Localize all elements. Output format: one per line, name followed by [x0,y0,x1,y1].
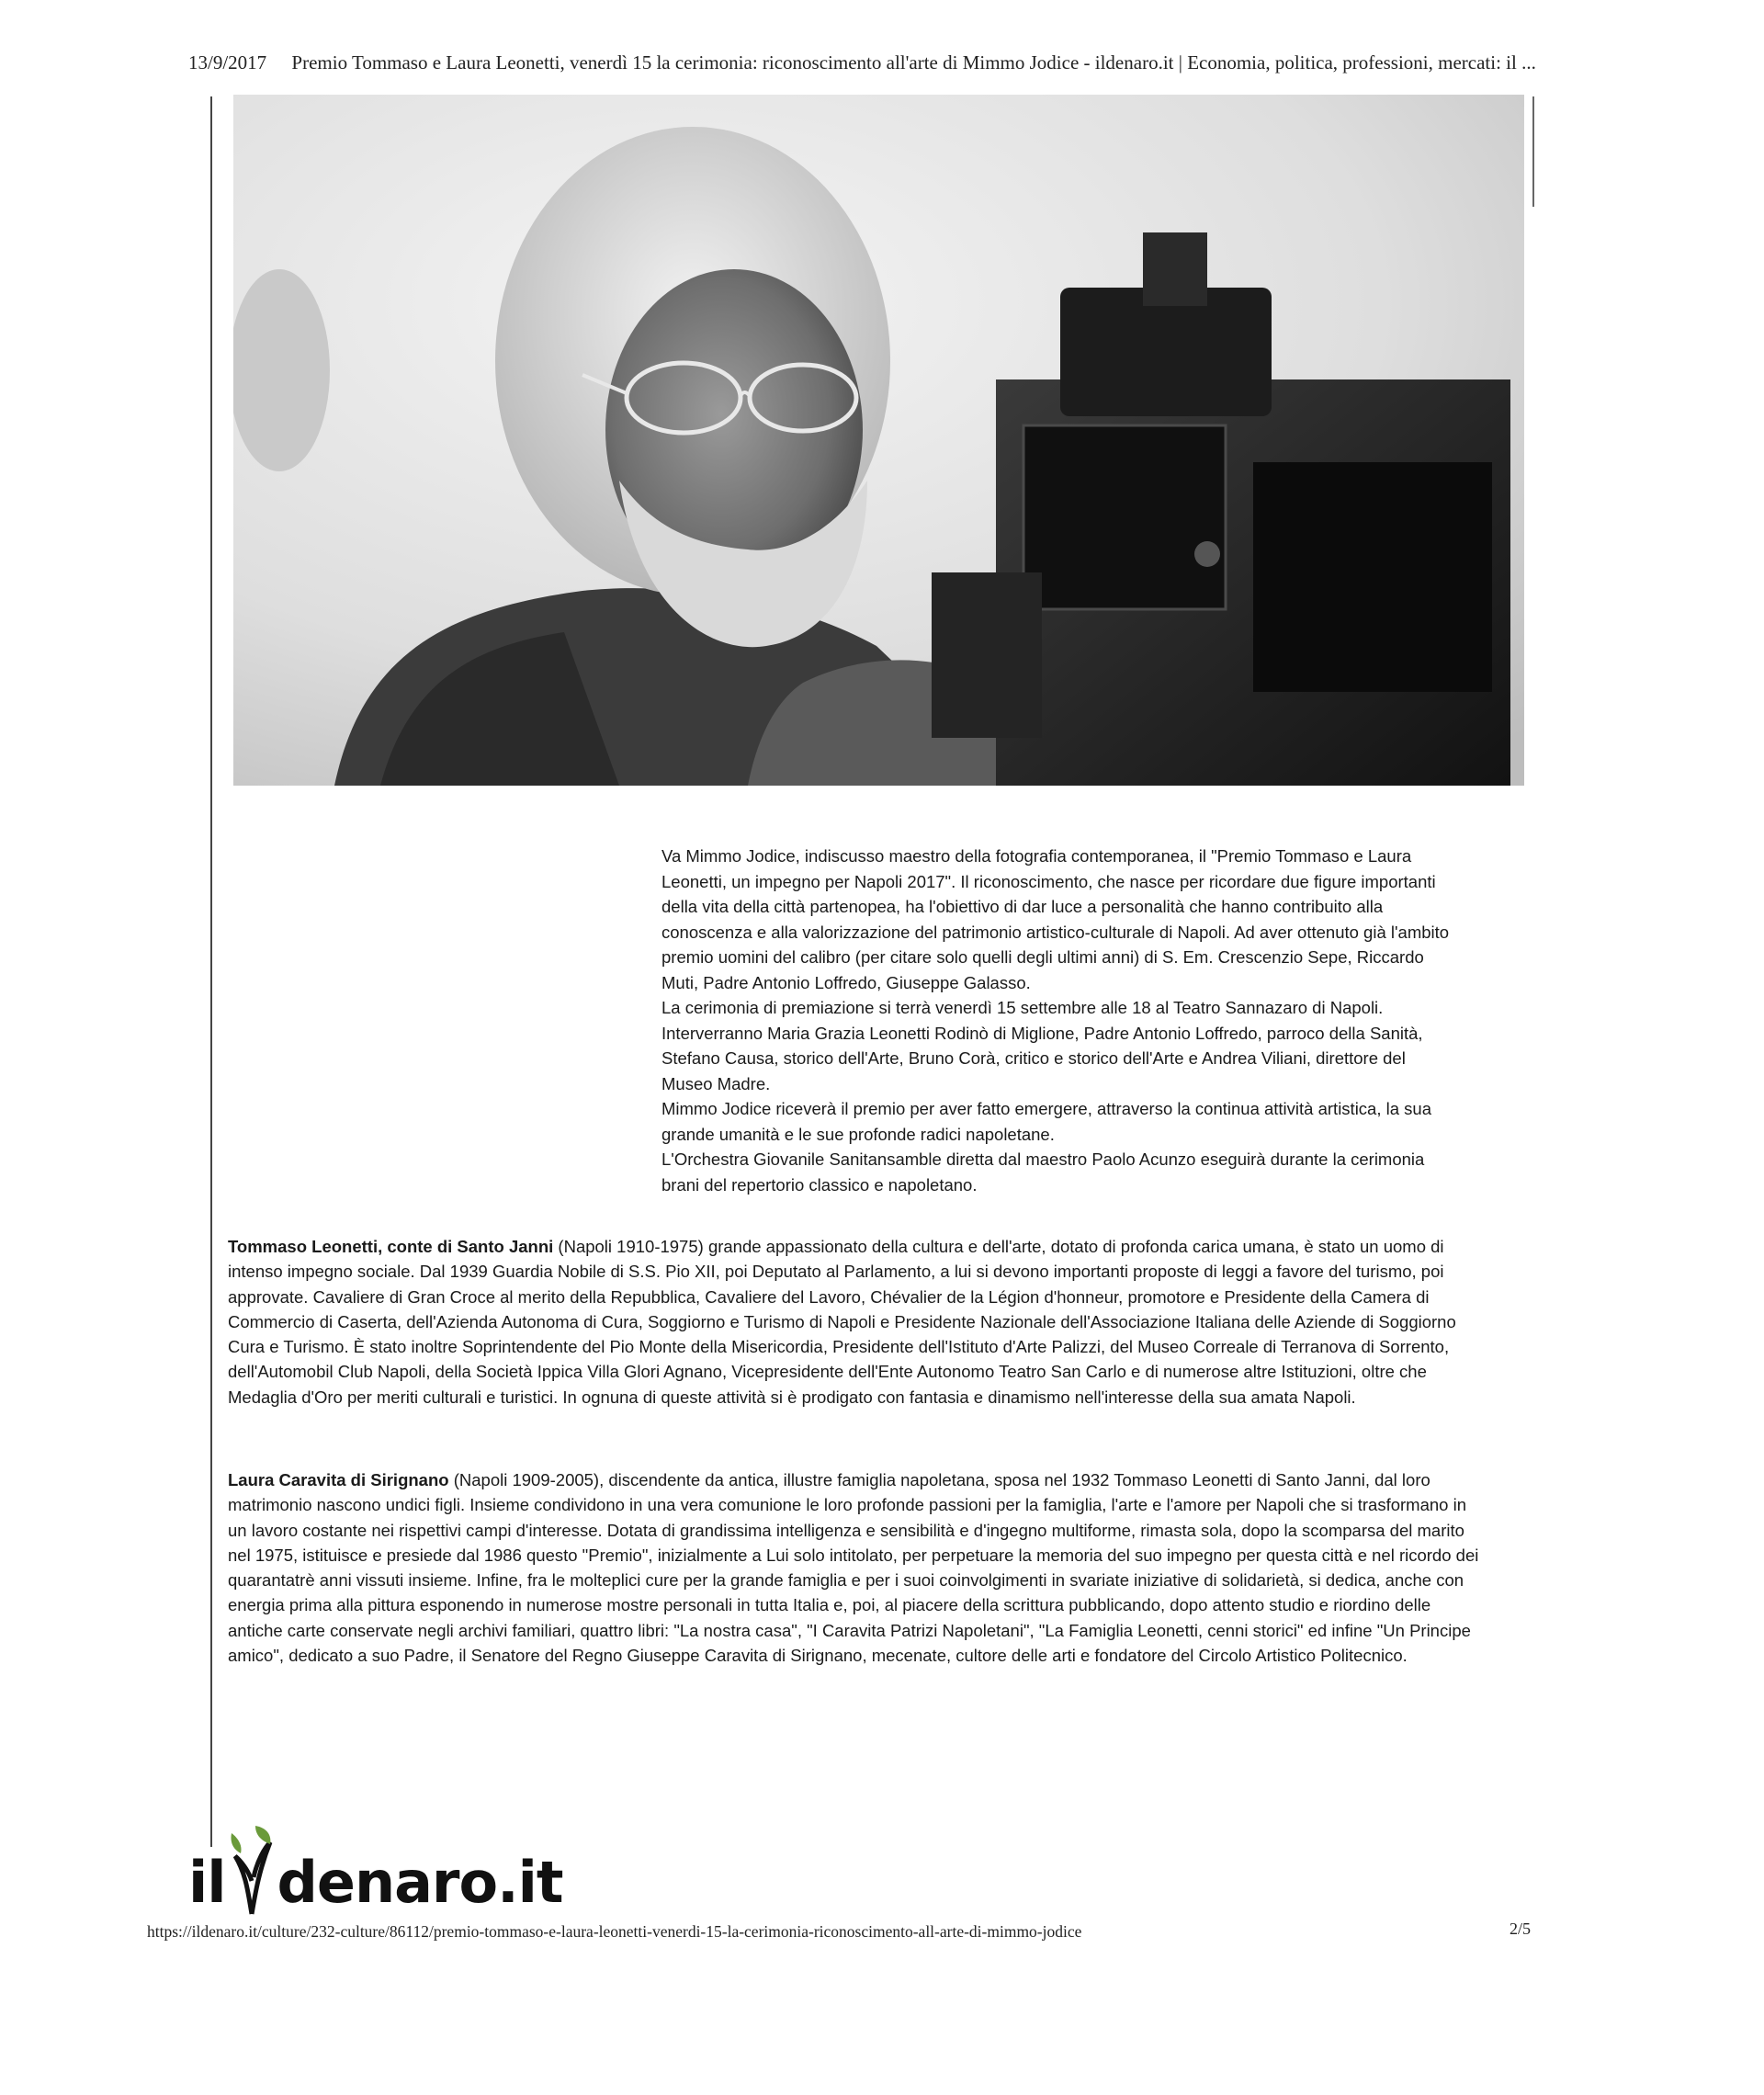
page-number: 2/5 [1510,1919,1532,1938]
print-title: Premio Tommaso e Laura Leonetti, venerdì 15 la cerimonia: riconoscimento all'arte di Mimmo Jodice - ildenaro.it | Economia, politica, professioni, mercati: il ... [291,51,1536,74]
article-photo [233,95,1524,786]
sprout-icon [228,1824,276,1916]
bio-tommaso-leonetti [228,1234,1482,1410]
intro-paragraph: Mimmo Jodice riceverà il premio per aver fatto emergere, attraverso la continua attività artistica, la sua grande umanità e le sue profonde radici napoletane. [662,1099,1431,1144]
ildenaro-logo[interactable] [188,1815,563,1916]
bio-text: (Napoli 1909-2005), discendente da antica, illustre famiglia napoletana, sposa nel 1932 Tommaso Leonetti di Santo Janni, dal loro matrimonio nascono undici figli. Insieme condividono in una vera comunione le loro profonde passioni per la famiglia, l'arte e l'amore per Napoli che si trasformano in un lavoro costante nei rispettivi campi d'interesse. Dotata di grandissima intelligenza e sensibilità e d'ingegno multiforme, rimasta sola, dopo la scomparsa del marito nel 1975, istituisce e presiede dal 1986 questo "Premio", inizialmente a Lui solo intitolato, per perpetuare la memoria del suo impegno per questa città e nel ricordo dei quarantatrè anni vissuti insieme. Infine, fra le molteplici cure per la grande famiglia e per i suoi coinvolgimenti in svariate iniziative di solidarietà, si dedica, anche con energia prima alla pittura esponendo in numerose mostre personali in tutta Italia e, poi, al piacere della scrittura pubblicando, dopo attento studio e riordino delle antiche carte conservate negli archivi familiari, quattro libri: "La nostra casa", "I Caravita Patrizi Napoletani", "La Famiglia Leonetti, cenni storici" ed infine "Un Principe amico", dedicato a suo Padre, il Senatore del Regno Giuseppe Caravita di Sirignano, mecenate, cultore delle arti e fondatore del Circolo Artistico Politecnico. [228,1470,1479,1666]
bio-name: Laura Caravita di Sirignano [228,1470,449,1489]
bio-text: (Napoli 1910-1975) grande appassionato della cultura e dell'arte, dotato di profonda carica umana, è stato un uomo di intenso impegno sociale. Dal 1939 Guardia Nobile di S.S. Pio XII, poi Deputato al Parlamento, a lui si devono importanti proposte di leggi a favore del turismo, poi approvate. Cavaliere di Gran Croce al merito della Repubblica, Cavaliere del Lavoro, Chévalier de la Légion d'honneur, promotore e Presidente della Camera di Commercio di Caserta, dell'Azienda Autonoma di Cura, Soggiorno e Turismo di Napoli e Presidente Nazionale dell'Associazione Italiana delle Aziende di Soggiorno Cura e Turismo. È stato inoltre Soprintendente del Pio Monte della Misericordia, Presidente dell'Istituto d'Arte Palizzi, del Museo Correale di Terranova di Sorrento, dell'Automobil Club Napoli, della Società Ippica Villa Glori Agnano, Vicepresidente dell'Ente Autonomo Teatro San Carlo e di numerose altre Istituzioni, oltre che Medaglia d'Oro per meriti culturali e turistici. In ognuna di queste attività si è prodigato con fantasia e dinamismo nell'interesse della sua amata Napoli. [228,1237,1456,1407]
logo-text-denaro: denaro.it [277,1849,563,1916]
print-footer-url: https://ildenaro.it/culture/232-culture/86112/premio-tommaso-e-laura-leonetti-venerdi-15-la-cerimonia-riconoscimento-all-arte-di-mimmo-jodice [147,1922,1082,1941]
intro-paragraph: Va Mimmo Jodice, indiscusso maestro della fotografia contemporanea, il "Premio Tommaso e Laura Leonetti, un impegno per Napoli 2017". Il riconoscimento, che nasce per ricordare due figure importanti della vita della città partenopea, ha l'obiettivo di dar luce a personalità che hanno contribuito alla conoscenza e alla valorizzazione del patrimonio artistico-culturale di Napoli. Ad aver ottenuto già l'ambito premio uomini del calibro (per citare solo quelli degli ultimi anni) di S. Em. Crescenzio Sepe, Riccardo Muti, Padre Antonio Loffredo, Giuseppe Galasso. [662,846,1450,992]
bio-name: Tommaso Leonetti, conte di Santo Janni [228,1237,554,1256]
print-date: 13/9/2017 [188,51,267,74]
logo-text-il: il [188,1849,226,1916]
intro-paragraph: L'Orchestra Giovanile Sanitansamble diretta dal maestro Paolo Acunzo eseguirà durante la cerimonia brani del repertorio classico e napoletano. [662,1149,1425,1195]
photographer-with-camera-image [233,95,1524,786]
article-intro [662,844,1461,1197]
print-header [188,51,1566,74]
bio-laura-caravita [228,1467,1482,1668]
intro-paragraph: La cerimonia di premiazione si terrà venerdì 15 settembre alle 18 al Teatro Sannazaro di Napoli. Interverranno Maria Grazia Leonetti Rodinò di Miglione, Padre Antonio Loffredo, parroco della Sanità, Stefano Causa, storico dell'Arte, Bruno Corà, critico e storico dell'Arte e Andrea Viliani, direttore del Museo Madre. [662,998,1423,1093]
frame-line-right [1532,96,1534,207]
frame-line-left [210,96,212,1847]
